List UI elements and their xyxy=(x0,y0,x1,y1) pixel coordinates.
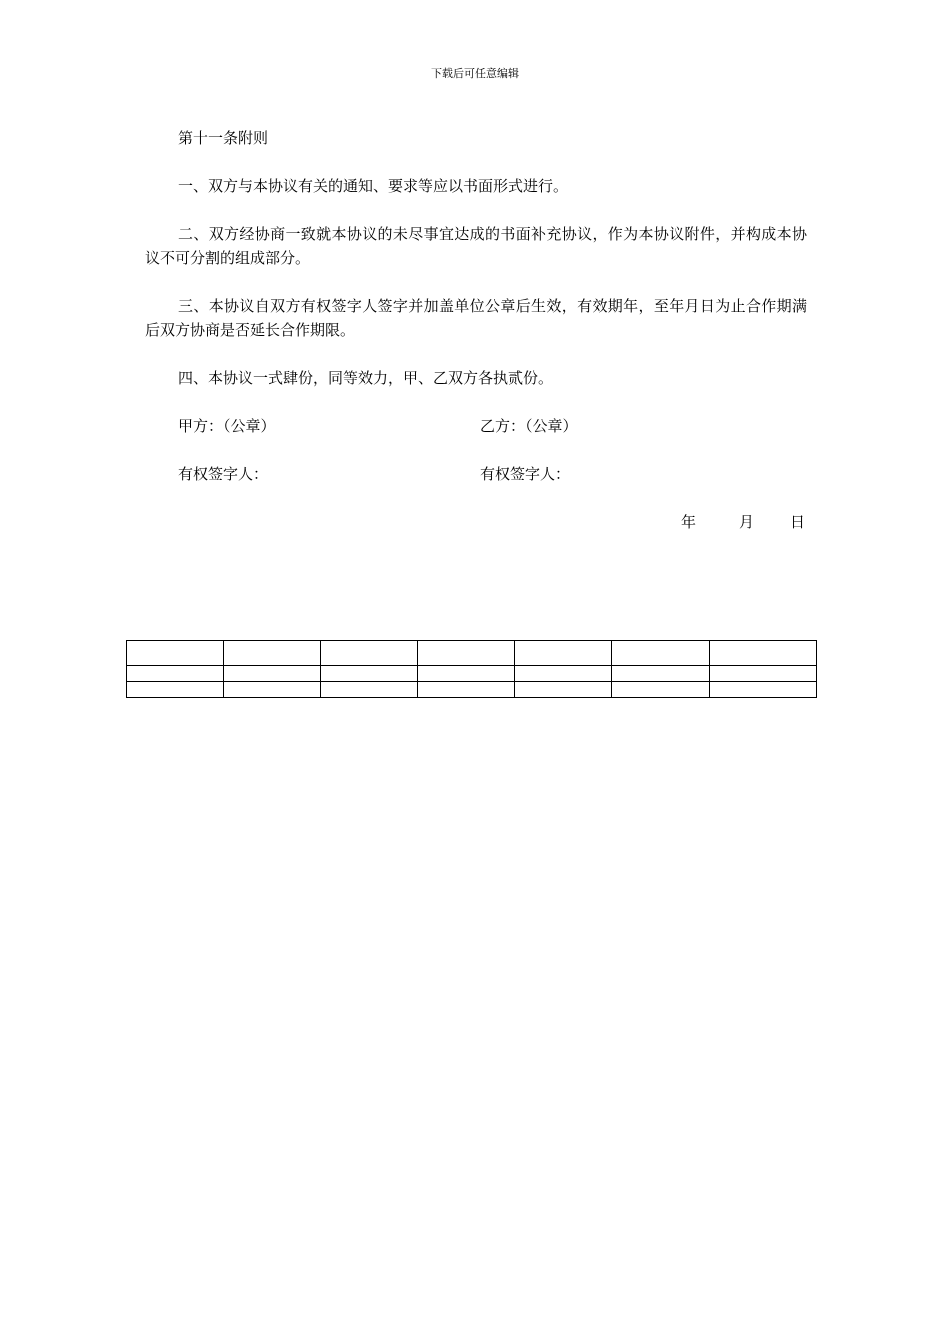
table-cell xyxy=(127,641,224,666)
table-cell xyxy=(612,666,710,682)
article-title: 第十一条附则 xyxy=(178,129,269,147)
clause-3: 三、本协议自双方有权签字人签字并加盖单位公章后生效，有效期年，至年月日为止合作期满后双方协商是否延长合作期限。 xyxy=(145,297,807,339)
table-cell xyxy=(710,666,817,682)
date-year: 年 xyxy=(681,513,697,531)
table-row xyxy=(127,641,817,666)
clause-1: 一、双方与本协议有关的通知、要求等应以书面形式进行。 xyxy=(178,177,569,195)
signer-b-label: 有权签字人： xyxy=(480,465,571,483)
table-cell xyxy=(321,682,418,698)
table-row xyxy=(127,666,817,682)
table-cell xyxy=(224,682,321,698)
table-cell xyxy=(515,666,612,682)
table-cell xyxy=(515,682,612,698)
signer-a-label: 有权签字人： xyxy=(178,465,269,483)
table-row xyxy=(127,682,817,698)
party-a-seal: 甲方：（公章） xyxy=(178,417,276,435)
table-cell xyxy=(418,682,515,698)
table-cell xyxy=(127,682,224,698)
table-cell xyxy=(612,682,710,698)
page-header: 下载后可任意编辑 xyxy=(431,67,519,80)
document-body xyxy=(145,126,807,534)
table-cell xyxy=(418,666,515,682)
table-cell xyxy=(224,666,321,682)
table-cell xyxy=(224,641,321,666)
table-cell xyxy=(321,641,418,666)
table-cell xyxy=(710,682,817,698)
table-cell xyxy=(710,641,817,666)
party-row xyxy=(145,414,807,438)
date-day: 日 xyxy=(790,513,806,531)
date-line xyxy=(145,510,807,534)
party-b-seal: 乙方：（公章） xyxy=(480,417,578,435)
signer-row xyxy=(145,462,807,486)
empty-table xyxy=(126,640,817,698)
table-cell xyxy=(321,666,418,682)
clause-2: 二、双方经协商一致就本协议的未尽事宜达成的书面补充协议，作为本协议附件，并构成本协议不可分割的组成部分。 xyxy=(145,225,807,267)
date-month: 月 xyxy=(739,513,755,531)
table-cell xyxy=(515,641,612,666)
clause-4: 四、本协议一式肆份，同等效力，甲、乙双方各执贰份。 xyxy=(178,369,554,387)
table-cell xyxy=(127,666,224,682)
table-cell xyxy=(612,641,710,666)
table-cell xyxy=(418,641,515,666)
